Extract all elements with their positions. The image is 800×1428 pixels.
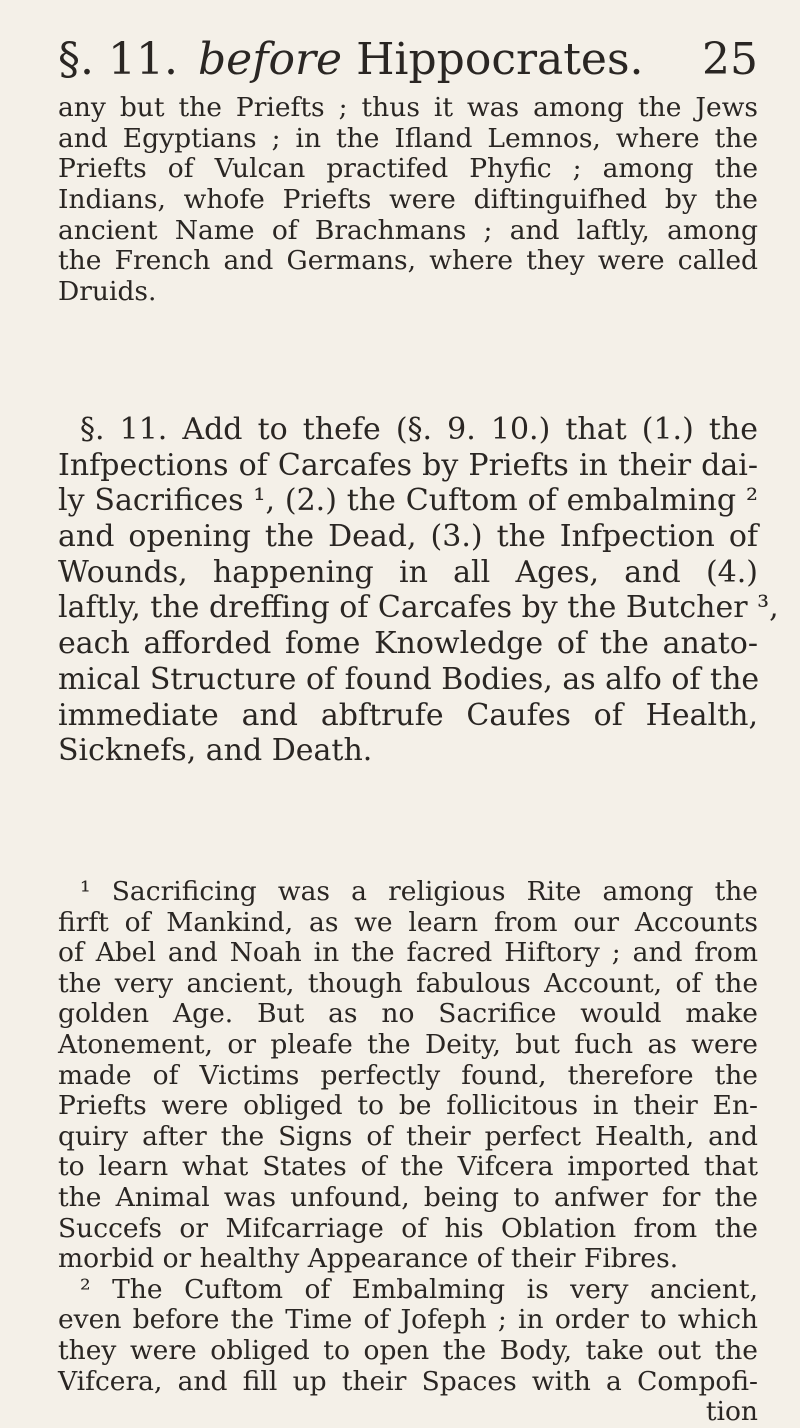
footnote-line: of Abel and Noah in the facred Hiftory ; and from bbox=[58, 937, 758, 969]
intro-paragraph bbox=[58, 93, 758, 308]
footnote-line: tion bbox=[705, 1396, 758, 1428]
text-line: and Egyptians ; in the Ifland Lemnos, where the bbox=[58, 122, 758, 154]
header-before: before bbox=[198, 34, 343, 85]
footnote-line: ¹ Sacrificing was a religious Rite among the bbox=[80, 876, 758, 907]
text-line: §. 11. Add to thefe (§. 9. 10.) that (1.) the bbox=[80, 412, 758, 447]
footnote-line: the very ancient, though fabulous Account, of the bbox=[58, 967, 758, 999]
footnote-line: quiry after the Signs of their perfect Health, and bbox=[58, 1120, 758, 1152]
footnote-line: even before the Time of Jofeph ; in order to which bbox=[58, 1304, 758, 1336]
text-line: Druids. bbox=[58, 276, 157, 308]
header-name: Hippocrates. bbox=[356, 34, 644, 85]
text-line: Priefts of Vulcan practifed Phyfic ; among the bbox=[58, 153, 758, 185]
running-header bbox=[58, 30, 758, 90]
footnote-line: firft of Mankind, as we learn from our Accounts bbox=[58, 906, 758, 938]
text-line: ancient Name of Brachmans ; and laftly, among bbox=[58, 214, 758, 246]
text-line: Infpections of Carcafes by Priefts in their dai- bbox=[58, 447, 758, 483]
footnotes bbox=[58, 877, 758, 1428]
footnote-line: they were obliged to open the Body, take out the bbox=[58, 1334, 758, 1366]
footnote-line: made of Victims perfectly found, therefore the bbox=[58, 1059, 758, 1091]
footnote-line: Succefs or Mifcarriage of his Oblation from the bbox=[58, 1212, 758, 1244]
text-line: the French and Germans, where they were called bbox=[58, 245, 758, 277]
text-line: Wounds, happening in all Ages, and (4.) bbox=[58, 554, 758, 590]
text-line: ly Sacrifices ¹, (2.) the Cuftom of embalming ² bbox=[58, 483, 758, 519]
footnote-line: golden Age. But as no Sacrifice would make bbox=[58, 998, 758, 1030]
footnote-line: ² The Cuftom of Embalming is very ancient, bbox=[80, 1273, 758, 1305]
footnote-line: morbid or healthy Appearance of their Fibres. bbox=[58, 1243, 679, 1275]
footnote-line: to learn what States of the Vifcera imported that bbox=[58, 1151, 758, 1183]
page-number: 25 bbox=[702, 34, 758, 85]
footnote-line: Atonement, or pleafe the Deity, but fuch as were bbox=[58, 1028, 758, 1060]
section-11-paragraph bbox=[58, 412, 779, 769]
text-line: each afforded fome Knowledge of the anato- bbox=[58, 626, 758, 662]
text-line: and opening the Dead, (3.) the Infpection of bbox=[58, 519, 758, 555]
header-title bbox=[198, 30, 644, 90]
text-line: any but the Priefts ; thus it was among the Jews bbox=[58, 92, 758, 123]
section-mark: §. 11. bbox=[58, 34, 178, 85]
footnote-line: Vifcera, and fill up their Spaces with a Compofi- bbox=[58, 1365, 758, 1397]
text-line: laftly, the dreffing of Carcafes by the Butcher ³, bbox=[58, 590, 779, 626]
footnote-line: the Animal was unfound, being to anfwer for the bbox=[58, 1181, 758, 1213]
text-line: Sicknefs, and Death. bbox=[58, 733, 373, 769]
text-line: immediate and abftrufe Caufes of Health, bbox=[58, 697, 758, 733]
text-line: Indians, whofe Priefts were diftinguifhed by the bbox=[58, 184, 758, 216]
footnote-line: Priefts were obliged to be follicitous in their En- bbox=[58, 1090, 758, 1122]
text-line: mical Structure of found Bodies, as alfo of the bbox=[58, 661, 760, 697]
